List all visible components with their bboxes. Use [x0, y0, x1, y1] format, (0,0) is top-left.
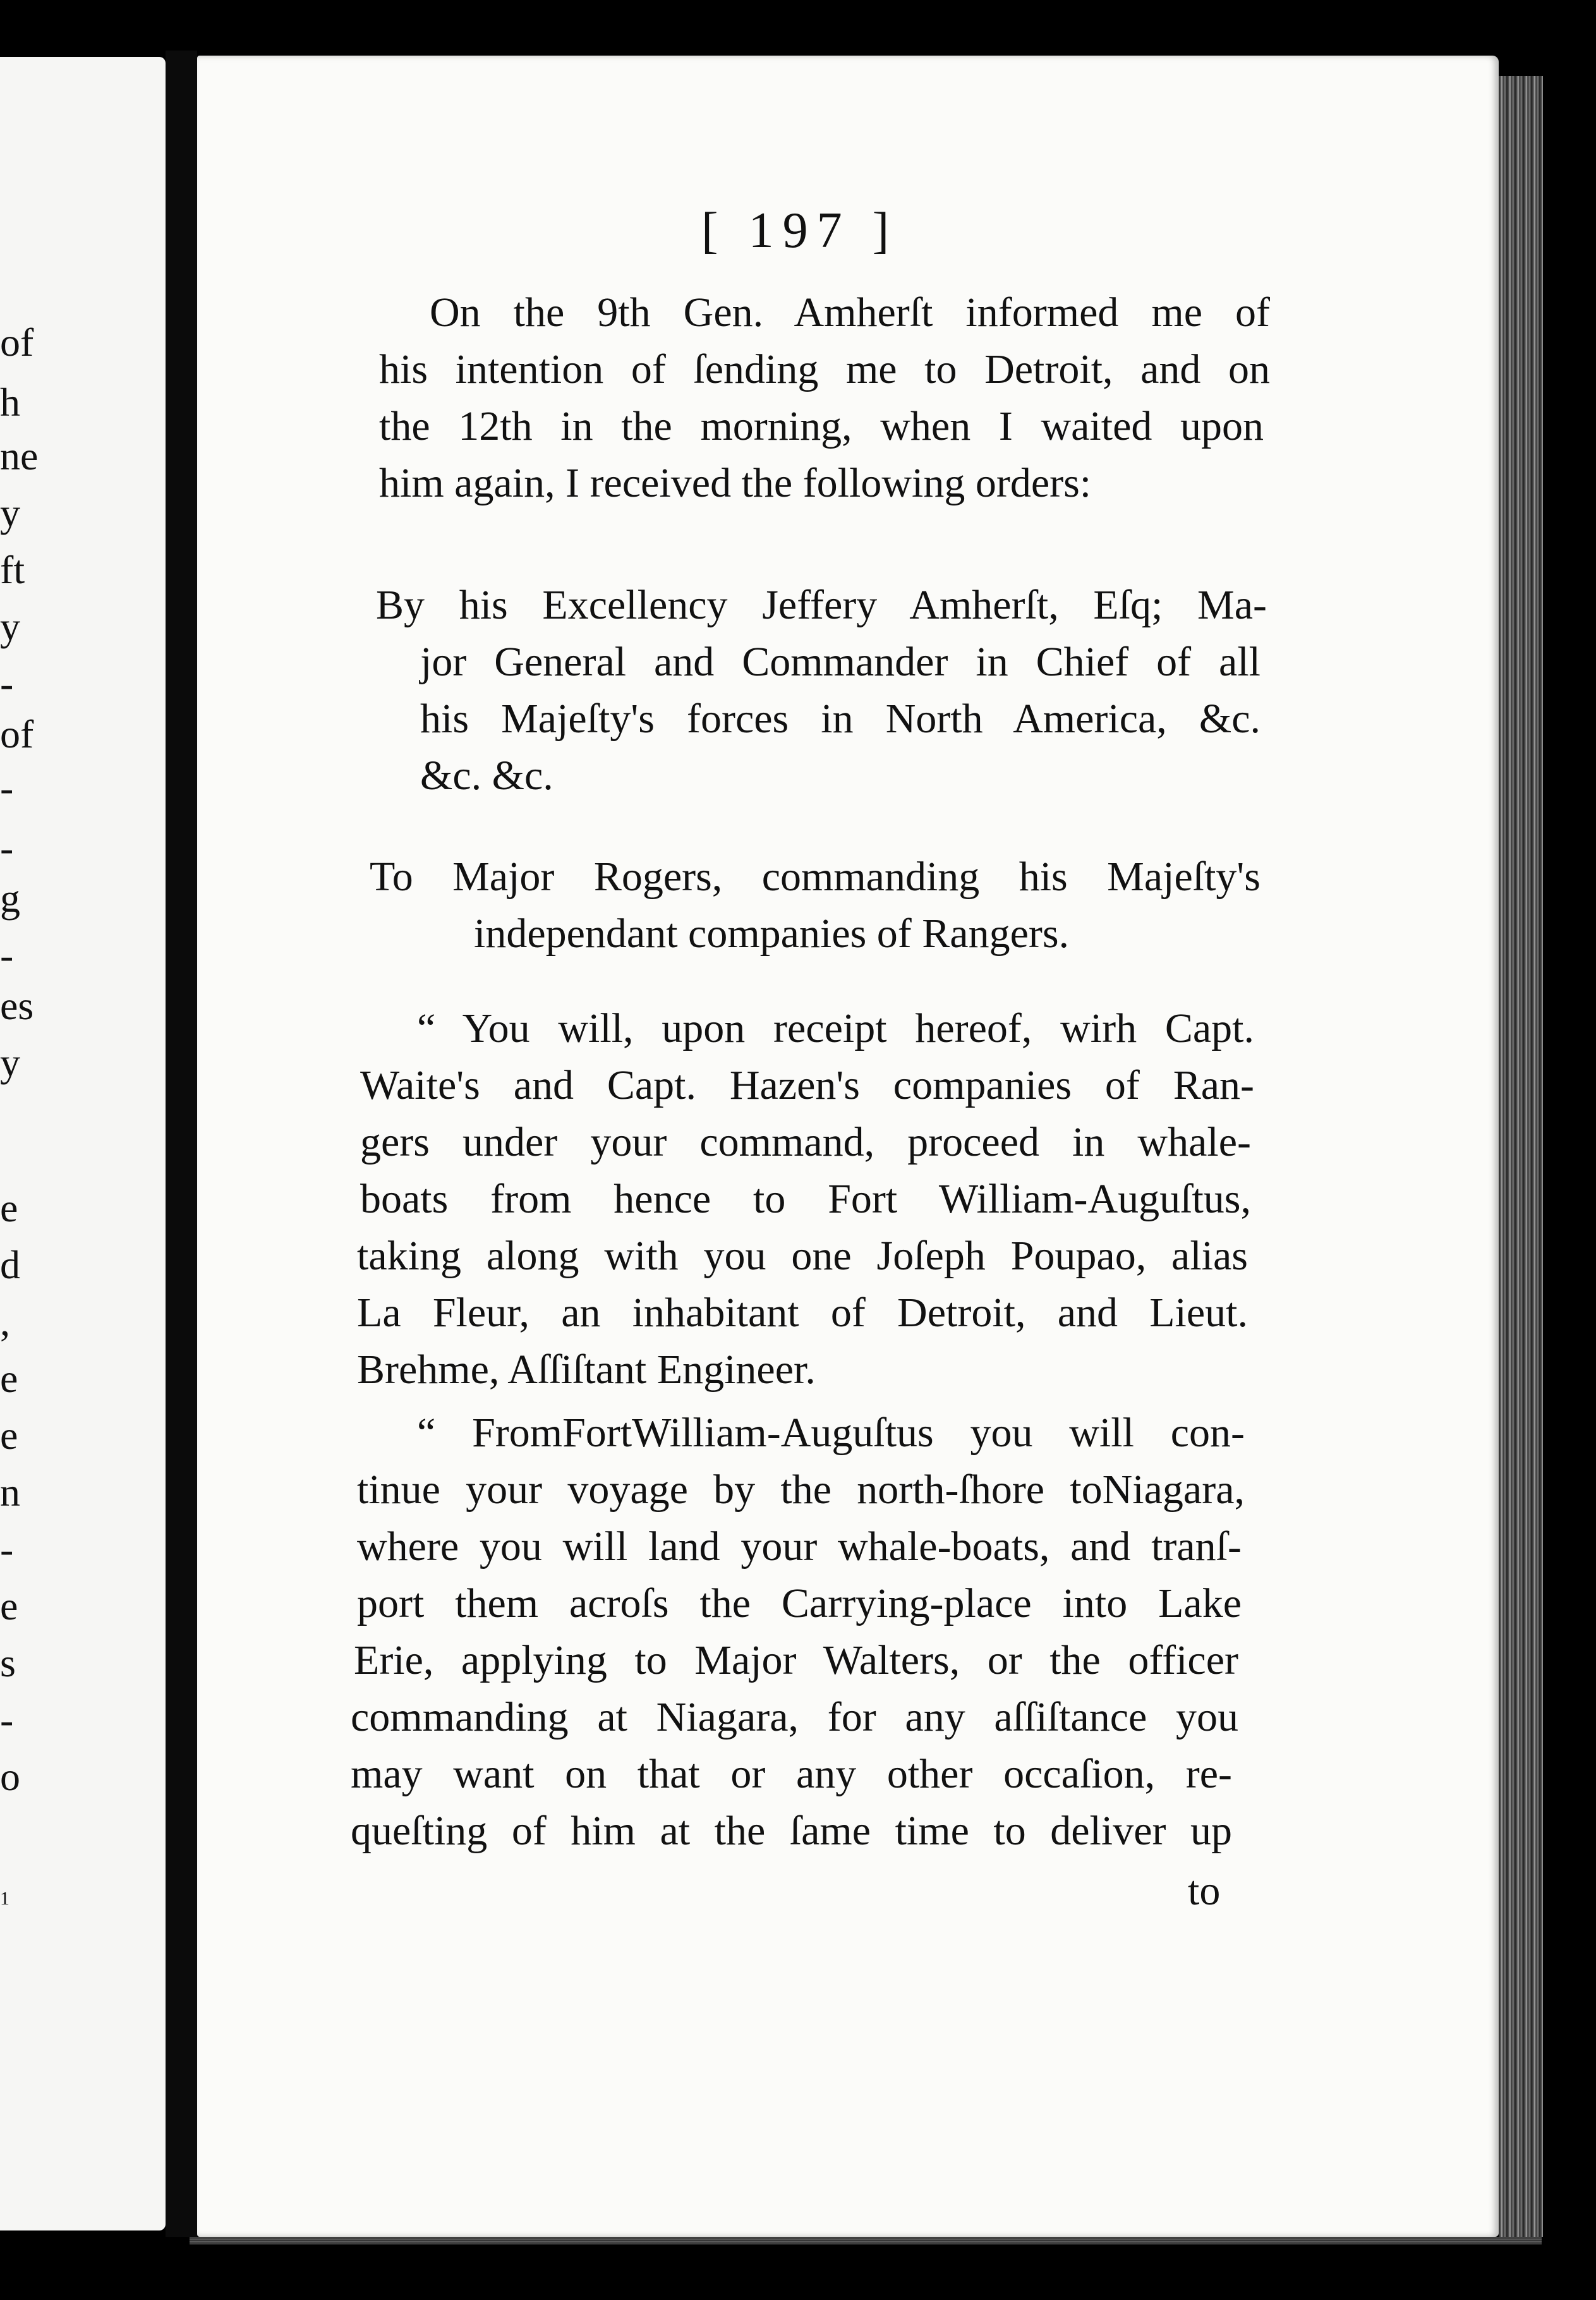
fragment: - — [0, 825, 14, 870]
paragraph-1-line: On the 9th Gen. Amherſt informed me of — [430, 289, 1270, 336]
previous-page — [0, 57, 166, 2230]
book-gutter — [166, 51, 197, 2237]
paragraph-3-line: port them acroſs the Carrying-place into Lake — [357, 1580, 1242, 1626]
heading-block-line: By his Excellency Jeffery Amherſt, Eſq; Ma- — [376, 582, 1267, 628]
paragraph-2-line: taking along with you one Joſeph Poupao, alias — [357, 1233, 1248, 1279]
fragment: - — [0, 661, 14, 706]
paragraph-3-line: where you will land your whale-boats, and tranſ- — [357, 1523, 1242, 1570]
heading-block-line: his Majeſty's forces in North America, &c. — [420, 696, 1260, 742]
fragment: , — [0, 1299, 10, 1344]
paragraph-3-line: may want on that or any other occaſion, re- — [351, 1751, 1232, 1797]
fragment: es — [0, 983, 34, 1028]
heading-block-line: jor General and Commander in Chief of all — [420, 639, 1260, 685]
paragraph-1-line: the 12th in the morning, when I waited upon — [379, 403, 1264, 449]
fragment: - — [0, 1527, 14, 1571]
paragraph-2-line: La Fleur, an inhabitant of Detroit, and Lieut. — [357, 1290, 1248, 1336]
paragraph-3-line: queſting of him at the ſame time to deliver up — [351, 1808, 1232, 1854]
catchword: to — [1188, 1868, 1221, 1914]
paragraph-3-line: Erie, applying to Major Walters, or the officer — [354, 1637, 1238, 1683]
paragraph-1-line: him again, I received the following orders: — [379, 460, 1092, 506]
address-block-line: independant companies of Rangers. — [474, 911, 1070, 957]
fragment: e — [0, 1583, 18, 1628]
paragraph-2-line: boats from hence to Fort William-Auguſtus, — [360, 1176, 1251, 1222]
paragraph-2-line: Waite's and Capt. Hazen's companies of Ran- — [360, 1062, 1254, 1108]
fragment: n — [0, 1470, 20, 1515]
fragment: e — [0, 1356, 18, 1401]
paragraph-1-line: his intention of ſending me to Detroit, and on — [379, 346, 1270, 392]
heading-block-line: &c. &c. — [420, 753, 553, 799]
fragment: e — [0, 1185, 18, 1230]
fragment: h — [0, 380, 20, 425]
fragment: e — [0, 1413, 18, 1458]
bottom-page-edges — [190, 2237, 1542, 2244]
fragment: d — [0, 1242, 20, 1287]
page-edges — [1499, 76, 1543, 2237]
paragraph-3-line: commanding at Niagara, for any aſſiſtance you — [351, 1694, 1238, 1740]
fragment: - — [0, 1697, 14, 1742]
fragment: ne — [0, 433, 39, 478]
fragment: - — [0, 765, 14, 810]
paragraph-3-line: “ FromFortWilliam-Auguſtus you will con- — [417, 1410, 1245, 1456]
address-block-line: To Major Rogers, commanding his Majeſty's — [370, 854, 1260, 900]
fragment: g — [0, 876, 20, 921]
fragment: - — [0, 933, 14, 978]
fragment: y — [0, 1040, 20, 1085]
fragment: ft — [0, 547, 25, 592]
paragraph-2-line: Brehme, Aſſiſtant Engineer. — [357, 1347, 816, 1393]
paragraph-3-line: tinue your voyage by the north-ſhore toNiagara, — [357, 1467, 1245, 1513]
fragment: y — [0, 490, 20, 535]
fragment: of — [0, 711, 34, 756]
page-number-header: [ 197 ] — [701, 203, 898, 258]
fragment: 1 — [0, 1888, 9, 1909]
paragraph-2-line: gers under your command, proceed in whale- — [360, 1119, 1251, 1165]
fragment: y — [0, 604, 20, 649]
fragment: s — [0, 1640, 16, 1685]
fragment: of — [0, 320, 34, 365]
fragment: o — [0, 1754, 20, 1799]
paragraph-2-line: “ You will, upon receipt hereof, wirh Capt. — [417, 1005, 1254, 1051]
